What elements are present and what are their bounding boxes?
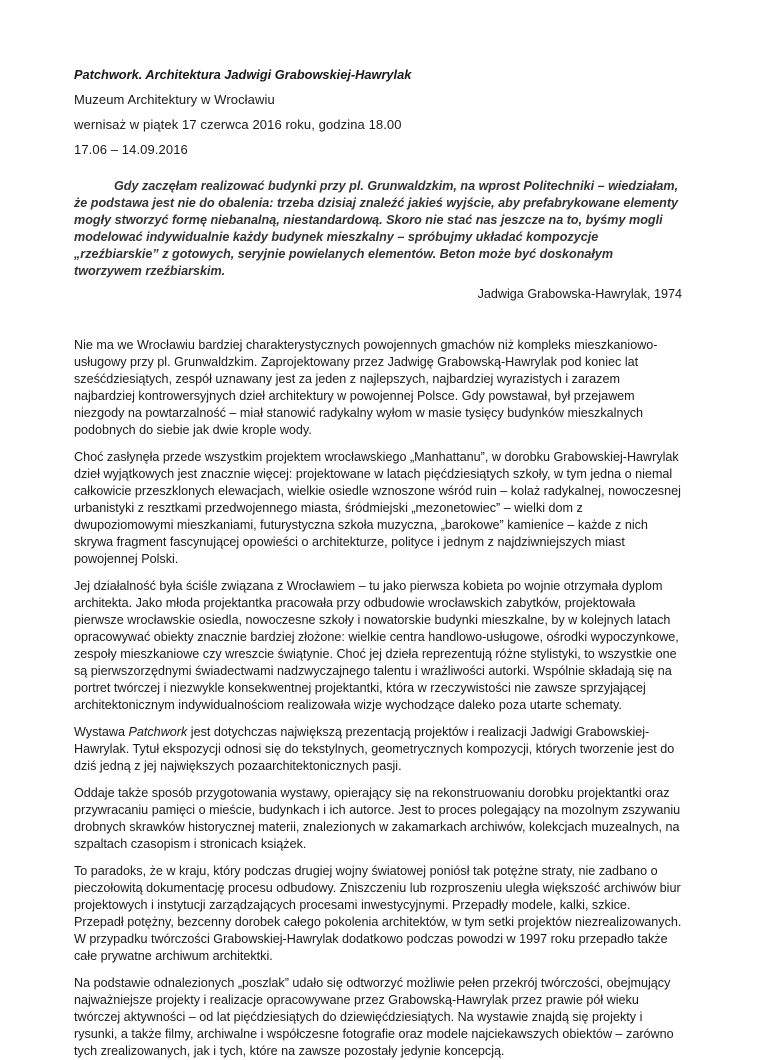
museum-name: Muzeum Architektury w Wrocławiu: [74, 92, 275, 107]
exhibition-title: Patchwork. Architektura Jadwigi Grabowskiej-Hawrylak: [74, 67, 412, 82]
exhibition-dates: 17.06 – 14.09.2016: [74, 142, 188, 157]
paragraph-3: Jej działalność była ściśle związana z Wrocławiem – tu jako pierwsza kobieta po wojnie otrzymała dyplom architekta. Jako młoda projektantka pracowała przy odbudowie wrocławskich zabytków, projektowała pierwsze wrocławskie osiedla, nowoczesne szkoły i nowatorskie budynki mieszkalne, by w kolejnych latach opracowywać obiekty znacznie bardziej złożone: wielkie centra handlowo-usługowe, ośrodki wypoczynkowe, zespoły mieszkaniowe czy wreszcie świątynie. Choć jej dzieła reprezentują różne stylistyki, to wszystkie one są pierwszorzędnymi świadectwami nadzwyczajnego talentu i wrażliwości autorki. Wspólnie składają się na portret twórczej i niezwykle konsekwentnej projektantki, która w rzeczywistości nie zawsze sprzyjającej architektonicznym indywidualnościom realizowała wizje wychodzące daleko poza utarte schematy.: [74, 579, 679, 712]
quote-attribution: Jadwiga Grabowska-Hawrylak, 1974: [477, 287, 682, 301]
paragraph-4: [74, 724, 682, 775]
paragraph-6-main: To paradoks, że w kraju, który podczas drugiej wojny światowej poniósł tak potężne straty, nie zadbano o pieczołowitą dokumentację procesu odbudowy. Zniszczeniu lub rozproszeniu uległa większość archiwów biur projektowych i instytucji zarządzających procesami inwestycyjnymi. Przepadły modele, kalki, szkice. Przepadł potężny, bezcenny dorobek całego pokolenia architektów, w tym setki projektów niezrealizowanych.: [74, 864, 682, 929]
paragraph-6-continuation: W przypadku twórczości Grabowskiej-Hawrylak dodatkowo podczas powodzi w 1997 roku przepadło także całe prywatne archiwum architektki.: [74, 932, 668, 963]
paragraph-4-emphasis: Patchwork: [128, 725, 188, 739]
paragraph-4-end: jest dotychczas największą prezentacją projektów i realizacji Jadwigi Grabowskiej-Hawrylak. Tytuł ekspozycji odnosi się do tekstylnych, geometrycznych kompozycji, których tworzenie jest do dziś jedną z jej największych pozaarchitektonicznych pasji.: [74, 725, 675, 773]
paragraph-5: Oddaje także sposób przygotowania wystawy, opierający się na rekonstruowaniu dorobku projektantki oraz przywracaniu pamięci o mieście, budynkach i ich autorce. Jest to proces polegający na mozolnym zszywaniu drobnych skrawków historycznej materii, znalezionych w zakamarkach archiwów, kolekcjach muzealnych, na szpaltach czasopism i stronicach książek.: [74, 786, 681, 851]
paragraph-7: Na podstawie odnalezionych „poszlak” udało się odtworzyć możliwie pełen przekrój twórczości, obejmujący najważniejsze projekty i realizacje opracowywane przez Grabowską-Hawrylak przez prawie pół wieku twórczej aktywności – od lat pięćdziesiątych do dziewięćdziesiątych. Na wystawie znajdą się projekty i rysunki, a także filmy, archiwalne i współczesne fotografie oraz modele najciekawszych obiektów – zarówno tych zrealizowanych, jak i tych, które na zawsze pozostały jedynie koncepcją.: [74, 976, 674, 1058]
paragraph-4-start: Wystawa: [74, 725, 129, 739]
epigraph-quote: Gdy zaczęłam realizować budynki przy pl. Grunwaldzkim, na wprost Politechniki – wiedziałam, że podstawa jest nie do obalenia: trzeba dzisiaj znaleźć jakieś wyjście, aby prefabrykowane elementy mogły stworzyć formę niebanalną, niestandardową. Skoro nie stać nas jeszcze na to, byśmy mogli modelować indywidualnie każdy budynek mieszkalny – spróbujmy układać kompozycje „rzeźbiarskie” z gotowych, seryjnie powielanych elementów. Beton może być doskonałym tworzywem rzeźbiarskim.: [74, 179, 679, 278]
opening-info: wernisaż w piątek 17 czerwca 2016 roku, godzina 18.00: [74, 117, 402, 132]
paragraph-6: [74, 863, 682, 965]
paragraph-2: Choć zasłynęła przede wszystkim projektem wrocławskiego „Manhattanu”, w dorobku Grabowskiej-Hawrylak dzieł wyjątkowych jest znacznie więcej: projektowane w latach pięćdziesiątych szkoły, w tym jedna o niemal całkowicie przeszklonych elewacjach, wielkie osiedle wznoszone wśród ruin – kolaż radykalnej, nowoczesnej urbanistyki z resztkami przedwojennego miasta, śródmiejski „mezonetowiec” – wielki dom z dwupoziomowymi mieszkaniami, futurystyczna szkoła muzyczna, „barokowe” kamienice – każde z nich skrywa fragment fascynującej opowieści o architekturze, polityce i jednym z najdziwniejszych miast powojennej Polski.: [74, 450, 681, 566]
paragraph-1: Nie ma we Wrocławiu bardziej charakterystycznych powojennych gmachów niż kompleks mieszkaniowo-usługowy przy pl. Grunwaldzkim. Zaprojektowany przez Jadwigę Grabowską-Hawrylak pod koniec lat sześćdziesiątych, zespół uznawany jest za jeden z najlepszych, najbardziej wyrazistych i zarazem najbardziej kontrowersyjnych dzieł architektury w powojennej Polsce. Gdy powstawał, był przejawem niezgody na powtarzalność – miał stanowić radykalny wyłom w masie tysięcy budynków mieszkalnych podobnych do siebie jak dwie krople wody.: [74, 338, 658, 437]
